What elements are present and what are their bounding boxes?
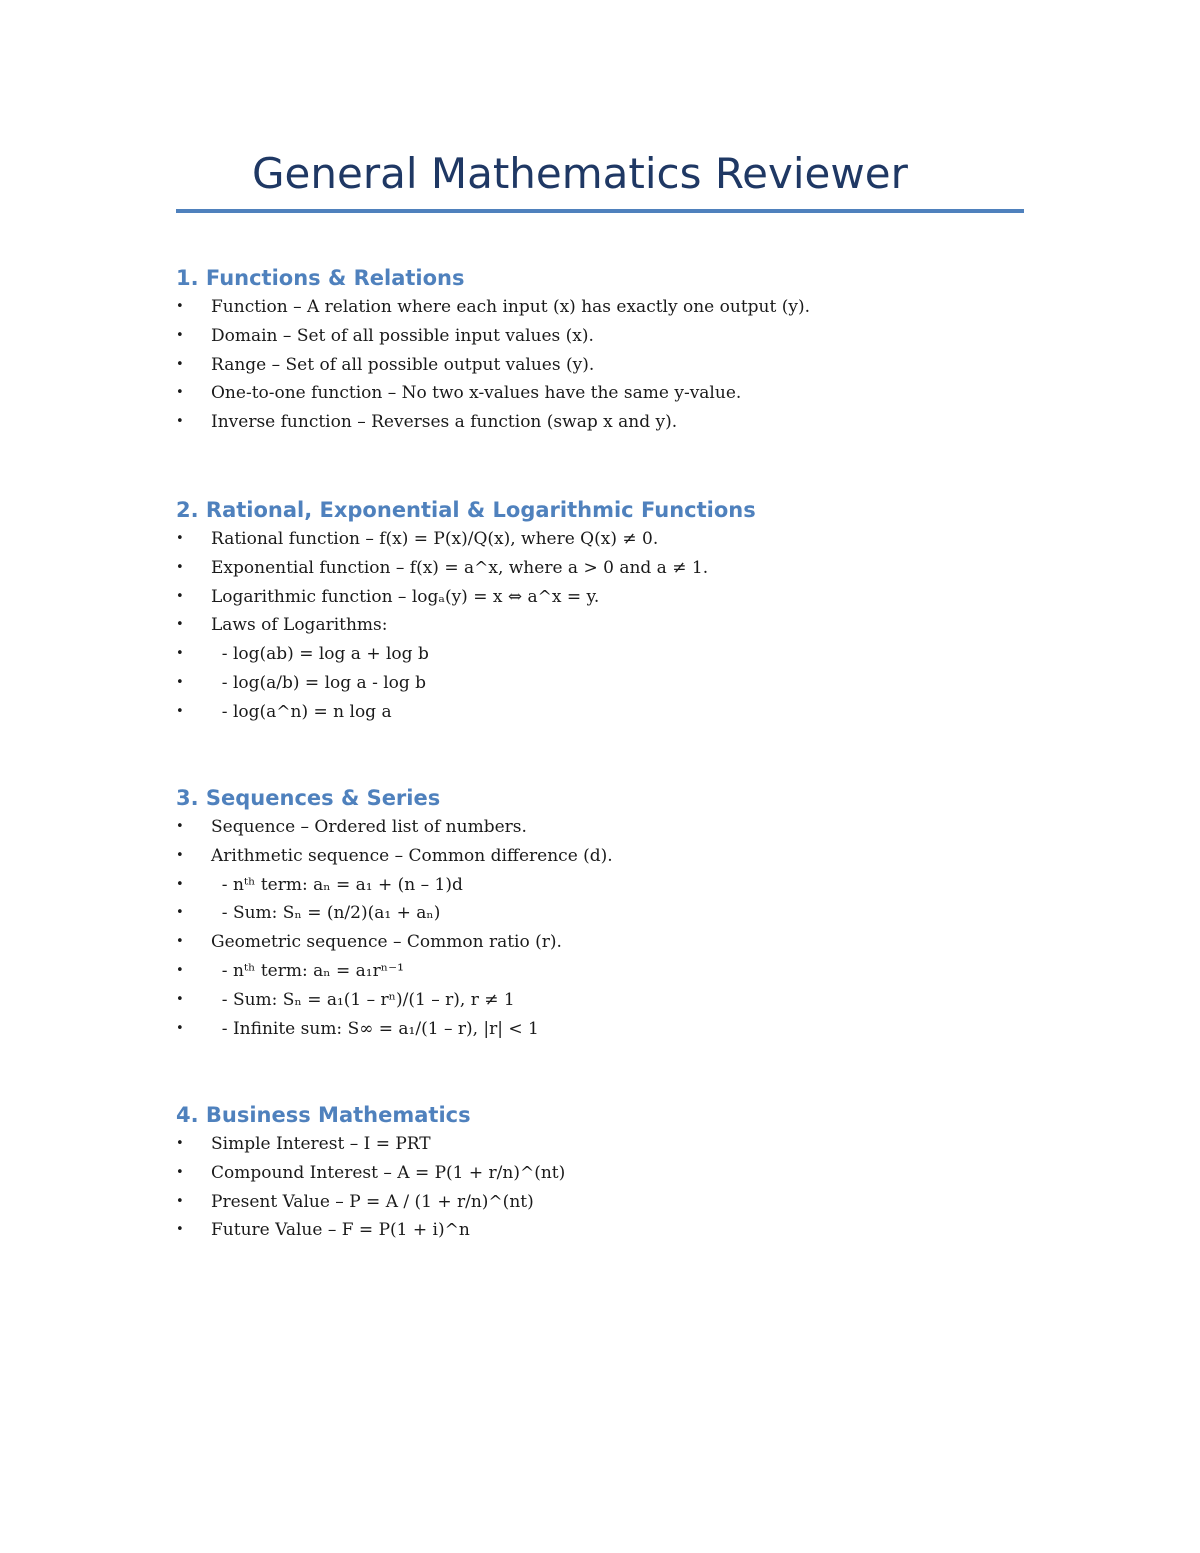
list-item-text: Rational function – f(x) = P(x)/Q(x), where Q(x) ≠ 0. <box>211 529 659 549</box>
bullet-icon: • <box>176 646 184 662</box>
list-item <box>176 871 1026 900</box>
bullet-icon: • <box>176 531 184 546</box>
list-item <box>176 1130 1026 1159</box>
bullet-icon: • <box>176 299 184 314</box>
bullet-icon: • <box>176 819 184 834</box>
bullet-icon: • <box>176 674 184 690</box>
bullet-icon: • <box>176 414 184 430</box>
list-item <box>176 899 1026 928</box>
bullet-icon: • <box>176 588 184 604</box>
bullet-icon: • <box>176 617 184 633</box>
section-heading: 4. Business Mathematics <box>176 1103 471 1127</box>
list-item <box>176 322 1026 351</box>
list-item <box>176 293 1026 322</box>
list-item-text: One-to-one function – No two x-values have the same y-value. <box>211 383 742 404</box>
list-item <box>176 351 1026 380</box>
section-business-mathematics <box>176 1100 1026 1245</box>
bullet-list <box>176 525 1026 727</box>
list-item-text: - log(ab) = log a + log b <box>211 644 429 665</box>
bullet-icon: • <box>176 1222 184 1238</box>
bullet-icon: • <box>176 1136 184 1151</box>
bullet-icon: • <box>176 1020 184 1036</box>
list-item-text: Sequence – Ordered list of numbers. <box>211 817 527 837</box>
list-item-text: Function – A relation where each input (x) has exactly one output (y). <box>211 297 810 317</box>
section-functions-relations <box>176 263 1026 437</box>
bullet-icon: • <box>176 991 184 1007</box>
bullet-icon: • <box>176 327 184 343</box>
list-item-text: Range – Set of all possible output values (y). <box>211 354 595 375</box>
list-item-text: Logarithmic function – logₐ(y) = x ⇔ a^x = y. <box>211 586 600 607</box>
title-underline <box>176 209 1024 213</box>
list-item-text: - Sum: Sₙ = (n/2)(a₁ + aₙ) <box>211 903 441 924</box>
list-item-text: Exponential function – f(x) = a^x, where a > 0 and a ≠ 1. <box>211 557 709 578</box>
list-item <box>176 957 1026 986</box>
list-item-text: Geometric sequence – Common ratio (r). <box>211 932 562 953</box>
bullet-list <box>176 1130 1026 1245</box>
list-item <box>176 379 1026 408</box>
bullet-icon: • <box>176 905 184 921</box>
bullet-icon: • <box>176 385 184 401</box>
list-item-text: Simple Interest – I = PRT <box>211 1134 431 1154</box>
list-item-text: - log(a^n) = n log a <box>211 701 392 722</box>
bullet-icon: • <box>176 559 184 575</box>
list-item <box>176 698 1026 727</box>
section-heading: 1. Functions & Relations <box>176 266 465 290</box>
list-item <box>176 525 1026 554</box>
bullet-icon: • <box>176 703 184 719</box>
list-item-text: - log(a/b) = log a - log b <box>211 672 427 693</box>
list-item-text: Future Value – F = P(1 + i)^n <box>211 1220 470 1241</box>
list-item-text: Laws of Logarithms: <box>211 615 388 636</box>
list-item-text: Present Value – P = A / (1 + r/n)^(nt) <box>211 1191 534 1212</box>
list-item <box>176 986 1026 1015</box>
list-item <box>176 1015 1026 1044</box>
list-item <box>176 1188 1026 1217</box>
list-item-text: Compound Interest – A = P(1 + r/n)^(nt) <box>211 1162 566 1183</box>
bullet-icon: • <box>176 876 184 892</box>
list-item-text: Arithmetic sequence – Common difference (d). <box>211 845 613 866</box>
list-item <box>176 640 1026 669</box>
list-item <box>176 408 1026 437</box>
list-item-text: Inverse function – Reverses a function (swap x and y). <box>211 412 678 433</box>
list-item-text: - nᵗʰ term: aₙ = a₁ + (n – 1)d <box>211 874 463 895</box>
section-heading: 2. Rational, Exponential & Logarithmic Functions <box>176 498 756 522</box>
list-item-text: Domain – Set of all possible input values (x). <box>211 325 594 346</box>
bullet-list <box>176 813 1026 1043</box>
section-heading: 3. Sequences & Series <box>176 786 441 810</box>
list-item <box>176 554 1026 583</box>
list-item <box>176 813 1026 842</box>
list-item <box>176 611 1026 640</box>
page-title: General Mathematics Reviewer <box>252 149 908 198</box>
list-item <box>176 669 1026 698</box>
bullet-icon: • <box>176 1193 184 1209</box>
bullet-icon: • <box>176 356 184 372</box>
bullet-icon: • <box>176 1164 184 1180</box>
section-sequences-series <box>176 783 1026 1043</box>
list-item <box>176 842 1026 871</box>
list-item <box>176 1159 1026 1188</box>
bullet-icon: • <box>176 962 184 978</box>
list-item-text: - Infinite sum: S∞ = a₁/(1 – r), |r| < 1 <box>211 1018 539 1039</box>
list-item <box>176 1216 1026 1245</box>
bullet-list <box>176 293 1026 437</box>
list-item-text: - nᵗʰ term: aₙ = a₁rⁿ⁻¹ <box>211 960 404 981</box>
bullet-icon: • <box>176 934 184 950</box>
list-item-text: - Sum: Sₙ = a₁(1 – rⁿ)/(1 – r), r ≠ 1 <box>211 989 515 1010</box>
list-item <box>176 928 1026 957</box>
bullet-icon: • <box>176 847 184 863</box>
section-rational-exponential-logarithmic <box>176 495 1026 727</box>
list-item <box>176 583 1026 612</box>
